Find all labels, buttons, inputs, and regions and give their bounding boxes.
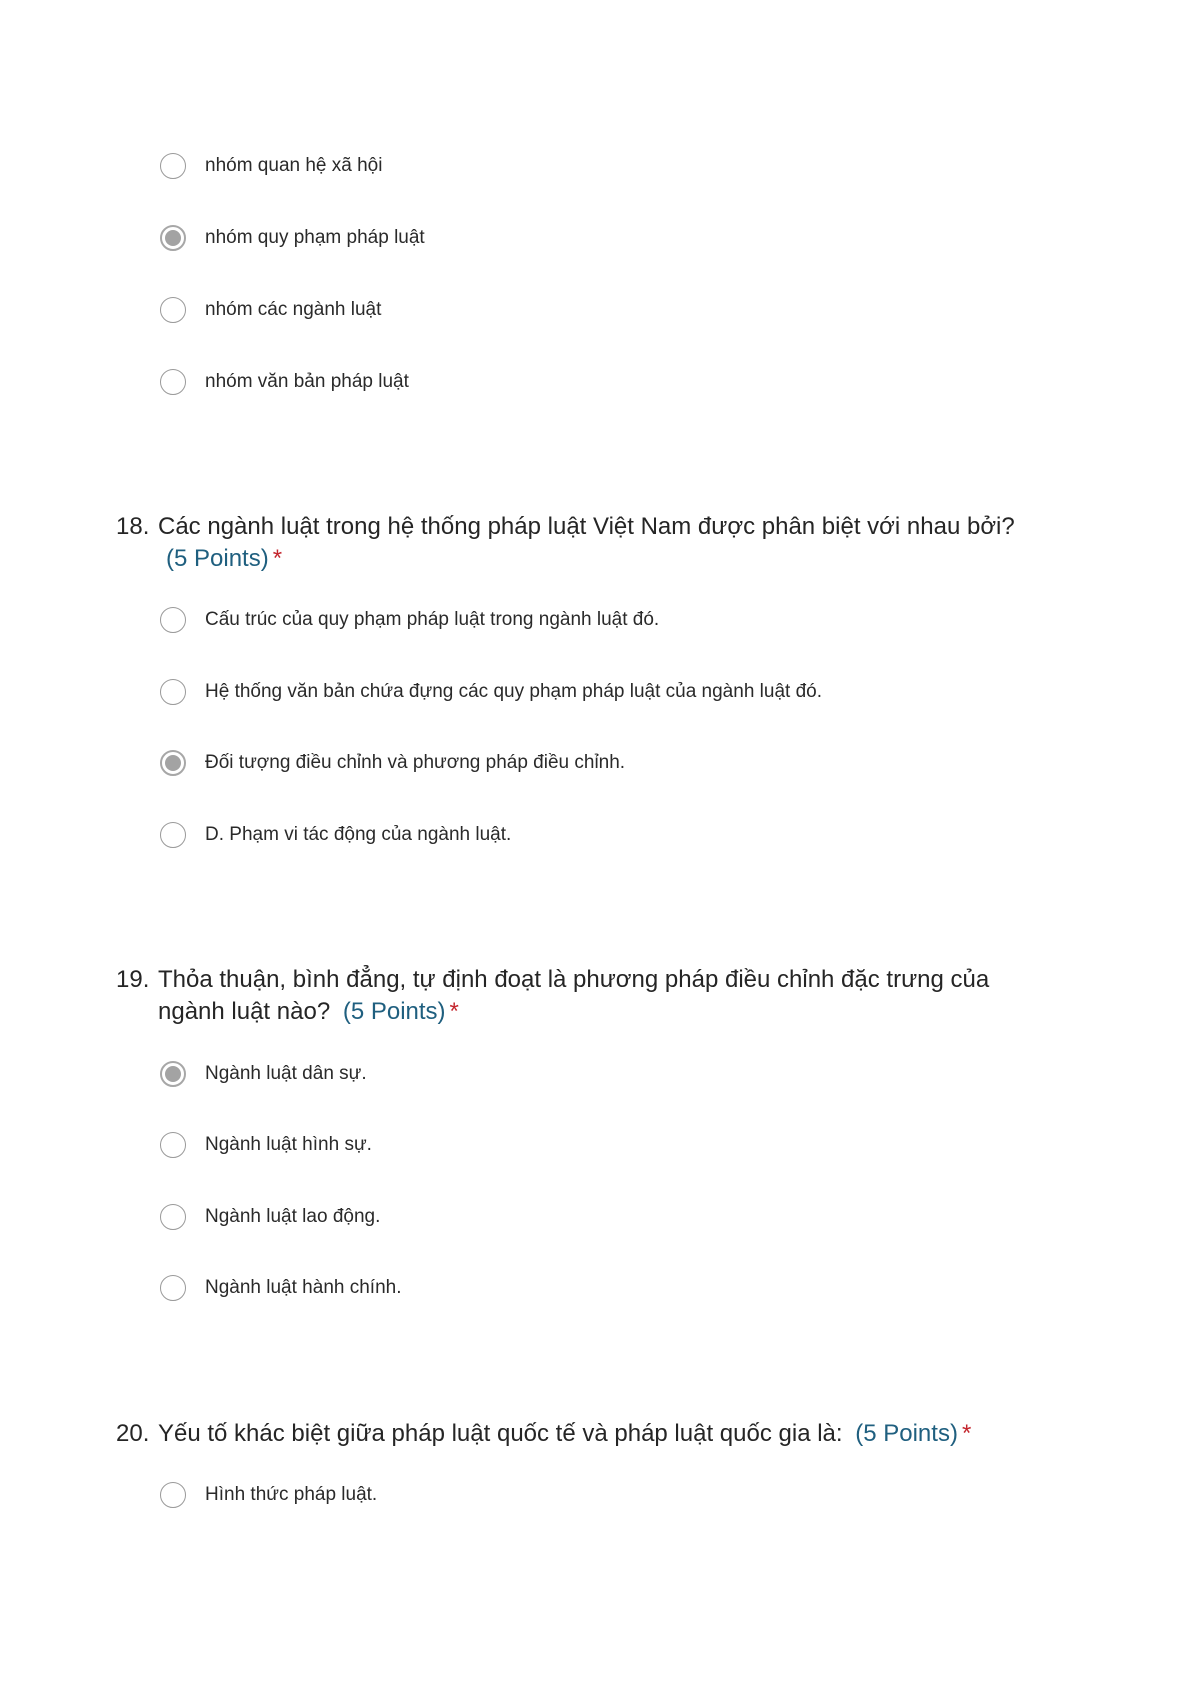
- radio-button[interactable]: [160, 1482, 186, 1508]
- radio-button[interactable]: [160, 1132, 186, 1158]
- question-text: Thỏa thuận, bình đẳng, tự định đoạt là phương pháp điều chỉnh đặc trưng của ngành luật nào?: [158, 966, 990, 1025]
- option-label: Ngành luật lao động.: [205, 1206, 381, 1227]
- q19-option-2[interactable]: [160, 1128, 372, 1162]
- option-label: Đối tượng điều chỉnh và phương pháp điều chỉnh.: [205, 752, 626, 773]
- option-label: nhóm quy phạm pháp luật: [205, 227, 425, 248]
- question-title: [116, 511, 1066, 575]
- radio-button[interactable]: [160, 297, 186, 323]
- option-label: Ngành luật hành chính.: [205, 1277, 402, 1298]
- radio-button[interactable]: [160, 822, 186, 848]
- option-label: nhóm các ngành luật: [205, 299, 382, 320]
- option-label: Cấu trúc của quy phạm pháp luật trong ngành luật đó.: [205, 609, 660, 630]
- radio-button[interactable]: [160, 1275, 186, 1301]
- option-label: Hình thức pháp luật.: [205, 1484, 378, 1505]
- q17-option-4[interactable]: [160, 365, 409, 399]
- question-title: [116, 964, 1066, 1028]
- radio-button-selected[interactable]: [160, 750, 186, 776]
- option-label: Hệ thống văn bản chứa đựng các quy phạm pháp luật của ngành luật đó.: [205, 681, 822, 702]
- points-label: (5 Points): [855, 1420, 958, 1447]
- required-marker: *: [449, 998, 459, 1025]
- points-label: (5 Points): [342, 998, 446, 1025]
- option-label: Ngành luật hình sự.: [205, 1134, 372, 1155]
- question-title: [116, 1418, 1066, 1450]
- q18-option-3[interactable]: [160, 746, 625, 780]
- radio-button-selected[interactable]: [160, 1061, 186, 1087]
- radio-button-selected[interactable]: [160, 225, 186, 251]
- option-label: Ngành luật dân sự.: [205, 1063, 367, 1084]
- q19-option-1[interactable]: [160, 1057, 367, 1091]
- question-text: Các ngành luật trong hệ thống pháp luật Việt Nam được phân biệt với nhau bởi?: [158, 513, 1015, 540]
- option-label: nhóm văn bản pháp luật: [205, 371, 409, 392]
- question-19: [0, 964, 1191, 1028]
- option-label: D. Phạm vi tác động của ngành luật.: [205, 824, 512, 845]
- question-18: [0, 511, 1191, 575]
- required-marker: *: [961, 1420, 972, 1447]
- radio-button[interactable]: [160, 607, 186, 633]
- question-text: Yếu tố khác biệt giữa pháp luật quốc tế và pháp luật quốc gia là:: [158, 1420, 843, 1447]
- q18-option-2[interactable]: [160, 675, 822, 709]
- question-number: 20.: [116, 1420, 150, 1447]
- q17-option-3[interactable]: [160, 293, 381, 327]
- option-label: nhóm quan hệ xã hội: [205, 155, 383, 176]
- question-number: 18.: [116, 513, 150, 540]
- question-20: [0, 1418, 1191, 1450]
- q17-option-2[interactable]: [160, 221, 425, 255]
- points-label: (5 Points): [166, 545, 269, 572]
- q18-option-1[interactable]: [160, 603, 659, 637]
- q18-option-4[interactable]: [160, 818, 511, 852]
- q19-option-3[interactable]: [160, 1200, 380, 1234]
- question-number: 19.: [116, 966, 150, 993]
- radio-button[interactable]: [160, 369, 186, 395]
- radio-button[interactable]: [160, 679, 186, 705]
- q17-option-1[interactable]: [160, 149, 382, 183]
- radio-button[interactable]: [160, 153, 186, 179]
- radio-button[interactable]: [160, 1204, 186, 1230]
- required-marker: *: [272, 545, 283, 572]
- q19-option-4[interactable]: [160, 1271, 402, 1305]
- q20-option-1[interactable]: [160, 1478, 377, 1512]
